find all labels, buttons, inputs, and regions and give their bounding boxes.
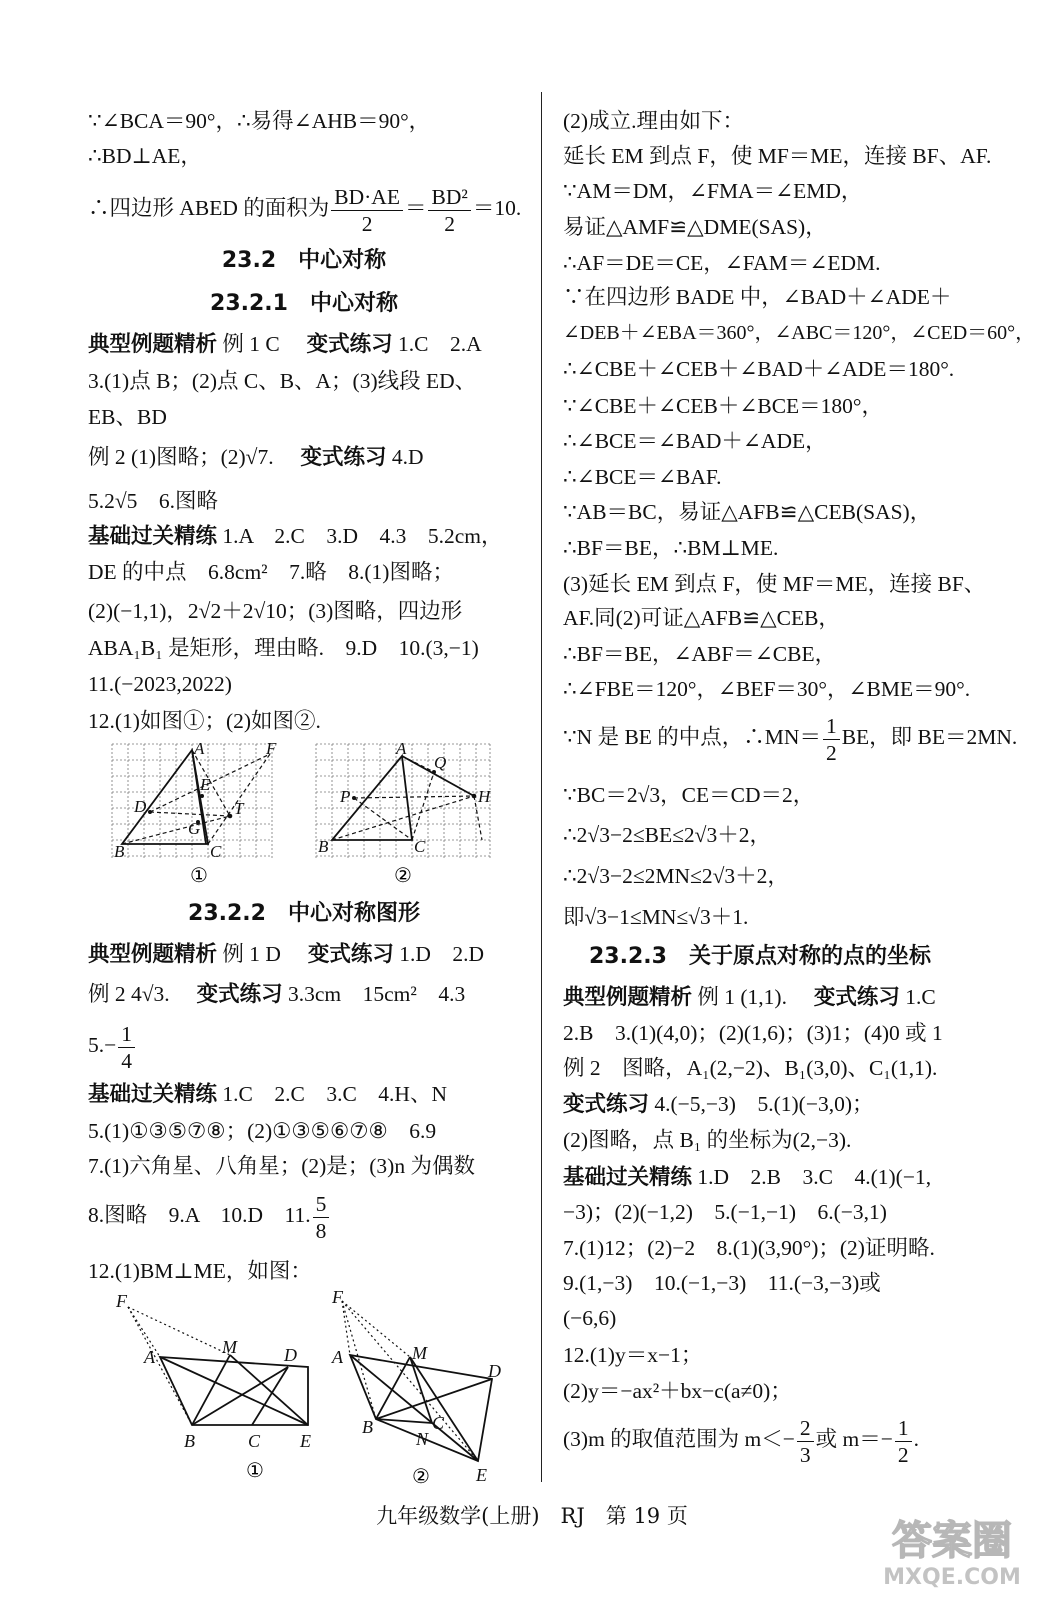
text-line: [563, 1410, 919, 1468]
fraction: [797, 1415, 814, 1468]
fraction-denominator: 3: [799, 1442, 811, 1467]
figure-caption: ①: [246, 1458, 264, 1481]
section-heading: 23.2 中心对称: [221, 248, 387, 273]
text-line: 5.(1)①③⑤⑦⑧；(2)①③⑤⑥⑦⑧ 6.9: [88, 1119, 437, 1143]
text-line: 3.(1)点 B；(2)点 C、B、A；(3)线段 ED、: [88, 369, 477, 393]
point-label: P: [340, 787, 351, 806]
point-label: E: [476, 1465, 487, 1485]
text-line: (−6,6): [563, 1306, 617, 1330]
text-line: 即√3−1≤MN≤√3＋1.: [563, 905, 749, 929]
text-line: 7.(1)12；(2)−2 8.(1)(3,90°)；(2)证明略.: [563, 1236, 935, 1260]
text-line: ∴∠BCE＝∠BAF.: [563, 465, 722, 489]
fraction-numerator: BD·AE: [331, 184, 403, 211]
label-bold: 典型例题精析: [88, 942, 218, 967]
fraction-numerator: BD²: [428, 184, 470, 211]
text-line: 2.B 3.(1)(4,0)；(2)(1,6)；(3)1；(4)0 或 1: [563, 1021, 943, 1045]
text-line: 延长 EM 到点 F，使 MF＝ME，连接 BF、AF.: [563, 144, 992, 168]
fraction-denominator: 4: [121, 1048, 133, 1073]
fraction-denominator: 2: [444, 211, 456, 236]
fraction-denominator: 2: [897, 1442, 909, 1467]
label-bold: 基础过关精练: [88, 1082, 218, 1107]
text-line: [88, 521, 503, 552]
point-label: A: [144, 1347, 155, 1367]
point-label: F: [332, 1291, 343, 1307]
column-divider: [541, 92, 542, 1482]
text-line: (2)y＝−ax²＋bx−c(a≠0)；: [563, 1379, 792, 1403]
text-fragment: 4.(−5,−3) 5.(1)(−3,0)；: [654, 1092, 874, 1116]
text-line: (2)成立.理由如下：: [563, 109, 744, 133]
text-line: DE 的中点 6.8cm² 7.略 8.(1)图略；: [88, 560, 454, 584]
label-bold: 变式练习: [300, 445, 387, 470]
text-line: 11.(−2023,2022): [88, 672, 232, 696]
text-fragment: BE，即 BE＝2MN.: [841, 725, 1018, 749]
text-line: ∵AB＝BC，易证△AFB≌△CEB(SAS)，: [563, 500, 932, 524]
fraction-denominator: 2: [361, 211, 373, 236]
text-line: 12.(1)BM⊥ME，如图：: [88, 1259, 312, 1283]
text-fragment: 例 2 4√3.: [88, 982, 170, 1006]
text-line: ∴2√3−2≤2MN≤2√3＋2，: [563, 864, 789, 888]
label-bold: 典型例题精析: [88, 332, 218, 357]
label-bold: 变式练习: [307, 942, 394, 967]
text-fragment: 例 1 (1,1).: [697, 985, 787, 1009]
fraction: [313, 1191, 330, 1244]
text-fragment: ＝10.: [472, 196, 522, 220]
figure-caption: ①: [190, 863, 208, 887]
text-line: (3)延长 EM 到点 F，使 MF＝ME，连接 BF、: [563, 572, 986, 596]
text-fragment: 5.−: [88, 1033, 117, 1057]
text-line: (2)(−1,1)，2√2＋2√10；(3)图略，四边形: [88, 599, 463, 623]
text-line: [88, 442, 424, 473]
text-line: ∴∠CBE＋∠CEB＋∠BAD＋∠ADE＝180°.: [563, 357, 955, 381]
point-label: D: [134, 797, 147, 816]
point-label: B: [362, 1417, 373, 1437]
label-bold: 变式练习: [306, 332, 393, 357]
label-bold: 变式练习: [813, 985, 900, 1010]
text-fragment: 例 2 (1)图略；(2)√7.: [88, 445, 274, 469]
text-line: [563, 1162, 931, 1193]
text-line: [563, 982, 936, 1013]
point-label: A: [396, 742, 407, 758]
text-fragment: 8.图略 9.A 10.D 11.: [88, 1203, 311, 1227]
point-label: C: [414, 837, 426, 856]
point-label: C: [210, 842, 222, 861]
grid-figure-2: [314, 742, 499, 887]
text-line: [563, 1089, 873, 1120]
point-label: D: [284, 1345, 297, 1365]
fraction: [895, 1415, 912, 1468]
text-line: ∴2√3−2≤BE≤2√3＋2，: [563, 823, 771, 847]
label-bold: 变式练习: [563, 1092, 650, 1117]
text-line: 易证△AMF≌△DME(SAS)，: [563, 215, 827, 239]
fraction-denominator: 8: [315, 1218, 327, 1243]
text-fragment: .: [913, 1427, 920, 1451]
text-line: ∴BF＝BE，∠ABF＝∠CBE，: [563, 642, 837, 666]
text-fragment: 4.D: [391, 445, 424, 469]
point-label: D: [488, 1361, 501, 1381]
point-label: A: [194, 742, 205, 758]
text-line: [88, 979, 465, 1010]
page-footer: 九年级数学(上册) RJ 第 19 页: [376, 1504, 688, 1528]
text-line: [88, 1186, 331, 1244]
point-label: F: [116, 1291, 127, 1311]
point-label: C: [248, 1431, 261, 1451]
text-line: 12.(1)如图①；(2)如图②.: [88, 709, 321, 733]
text-line: 例 2 图略，A₁(2,−2)、B₁(3,0)、C₁(1,1).: [563, 1056, 938, 1080]
label-bold: 典型例题精析: [563, 985, 693, 1010]
area-formula-line: [88, 178, 521, 238]
text-line: −3)；(2)(−1,2) 5.(−1,−1) 6.(−3,1): [563, 1200, 887, 1224]
point-label: B: [114, 842, 125, 861]
subsection-heading: 23.2.3 关于原点对称的点的坐标: [589, 944, 931, 969]
grid-figure-1: [110, 742, 285, 887]
text-line: 5.2√5 6.图略: [88, 489, 219, 513]
text-line: (2)图略，点 B₁ 的坐标为(2,−3).: [563, 1128, 852, 1152]
point-label: C: [432, 1413, 445, 1433]
text-line: [88, 939, 484, 970]
text-line: [88, 1016, 137, 1074]
text-line: ∵BC＝2√3，CE＝CD＝2，: [563, 783, 815, 807]
point-label: Q: [434, 753, 447, 772]
text-line: 9.(1,−3) 10.(−1,−3) 11.(−3,−3)或: [563, 1271, 881, 1295]
text-line: ∴∠BCE＝∠BAD＋∠ADE，: [563, 429, 827, 453]
fraction: [331, 184, 403, 237]
fraction-denominator: 2: [825, 740, 837, 765]
text-fragment: 1.C 2.A: [398, 332, 482, 356]
parallelogram-figure-2: [328, 1291, 518, 1486]
fraction-numerator: 1: [823, 713, 840, 740]
text-line: EB、BD: [88, 405, 167, 429]
text-line: ∵在四边形 BADE 中，∠BAD＋∠ADE＋: [563, 285, 952, 309]
text-fragment: (3)m 的取值范围为 m＜−: [563, 1427, 795, 1451]
label-bold: 基础过关精练: [563, 1165, 693, 1190]
point-label: G: [188, 819, 201, 838]
point-label: H: [478, 787, 491, 806]
text-fragment: 1.A 2.C 3.D 4.3 5.2cm，: [222, 524, 503, 548]
point-label: B: [184, 1431, 195, 1451]
point-label: M: [222, 1337, 237, 1357]
text-line: [563, 708, 1017, 766]
watermark-logo: [868, 1510, 1038, 1590]
label-bold: 基础过关精练: [88, 524, 218, 549]
text-fragment: 例 1 D: [222, 942, 281, 966]
text-fragment: 3.3cm 15cm² 4.3: [287, 982, 466, 1006]
watermark-url: MXQE.COM: [883, 1565, 1021, 1590]
point-label: A: [332, 1347, 343, 1367]
text-line: ∵∠BCA＝90°，∴易得∠AHB＝90°，: [88, 109, 431, 133]
point-label: B: [318, 837, 329, 856]
fraction: [118, 1021, 135, 1074]
fraction-numerator: 5: [313, 1191, 330, 1218]
subsection-heading: 23.2.2 中心对称图形: [188, 901, 420, 926]
fraction: [823, 713, 840, 766]
text-line: ∴AF＝DE＝CE，∠FAM＝∠EDM.: [563, 251, 881, 275]
point-label: F: [266, 742, 277, 758]
text-line: [88, 1079, 447, 1110]
text-line: ∴BD⊥AE，: [88, 144, 202, 168]
text-line: AF.同(2)可证△AFB≌△CEB，: [563, 606, 840, 630]
point-label: T: [234, 799, 244, 818]
point-label: E: [200, 775, 211, 794]
text-fragment: 1.D 2.B 3.C 4.(1)(−1,: [697, 1165, 932, 1189]
text-line: 7.(1)六角星、八角星；(2)是；(3)n 为偶数: [88, 1154, 475, 1178]
figure-caption: ②: [412, 1464, 430, 1486]
text-line: ∵AM＝DM，∠FMA＝∠EMD，: [563, 179, 863, 203]
text-fragment: 1.D 2.D: [399, 942, 485, 966]
text-fragment: 1.C 2.C 3.C 4.H、N: [222, 1082, 447, 1106]
fraction-numerator: 1: [118, 1021, 135, 1048]
fraction-numerator: 2: [797, 1415, 814, 1442]
text-fragment: 1.C: [905, 985, 936, 1009]
text-fragment: 或 m＝−: [815, 1427, 893, 1451]
watermark-text: 答案圈: [892, 1518, 1012, 1564]
point-label: E: [300, 1431, 311, 1451]
fraction-numerator: 1: [895, 1415, 912, 1442]
text-fragment: 例 1 C: [222, 332, 280, 356]
text-line: ∵∠CBE＋∠CEB＋∠BCE＝180°，: [563, 394, 884, 418]
text-line: ∠DEB＋∠EBA＝360°，∠ABC＝120°，∠CED＝60°，: [563, 322, 1036, 344]
text-line: ABA₁B₁ 是矩形，理由略. 9.D 10.(3,−1): [88, 636, 479, 660]
figure-caption: ②: [394, 863, 412, 887]
point-label: M: [412, 1343, 427, 1363]
text-line: ∴∠FBE＝120°，∠BEF＝30°，∠BME＝90°.: [563, 677, 971, 701]
text-fragment: ∵N 是 BE 的中点，∴MN＝: [563, 725, 821, 749]
subsection-heading: 23.2.1 中心对称: [210, 291, 398, 316]
text-line: ∴BF＝BE，∴BM⊥ME.: [563, 536, 779, 560]
point-label: N: [416, 1429, 429, 1449]
text-fragment: ＝: [404, 196, 427, 220]
fraction: [428, 184, 470, 237]
label-bold: 变式练习: [196, 982, 283, 1007]
text-line: 12.(1)y＝x−1；: [563, 1343, 703, 1367]
parallelogram-figure-1: [108, 1291, 313, 1481]
text-fragment: ∴四边形 ABED 的面积为: [88, 196, 330, 220]
text-line: [88, 329, 482, 360]
